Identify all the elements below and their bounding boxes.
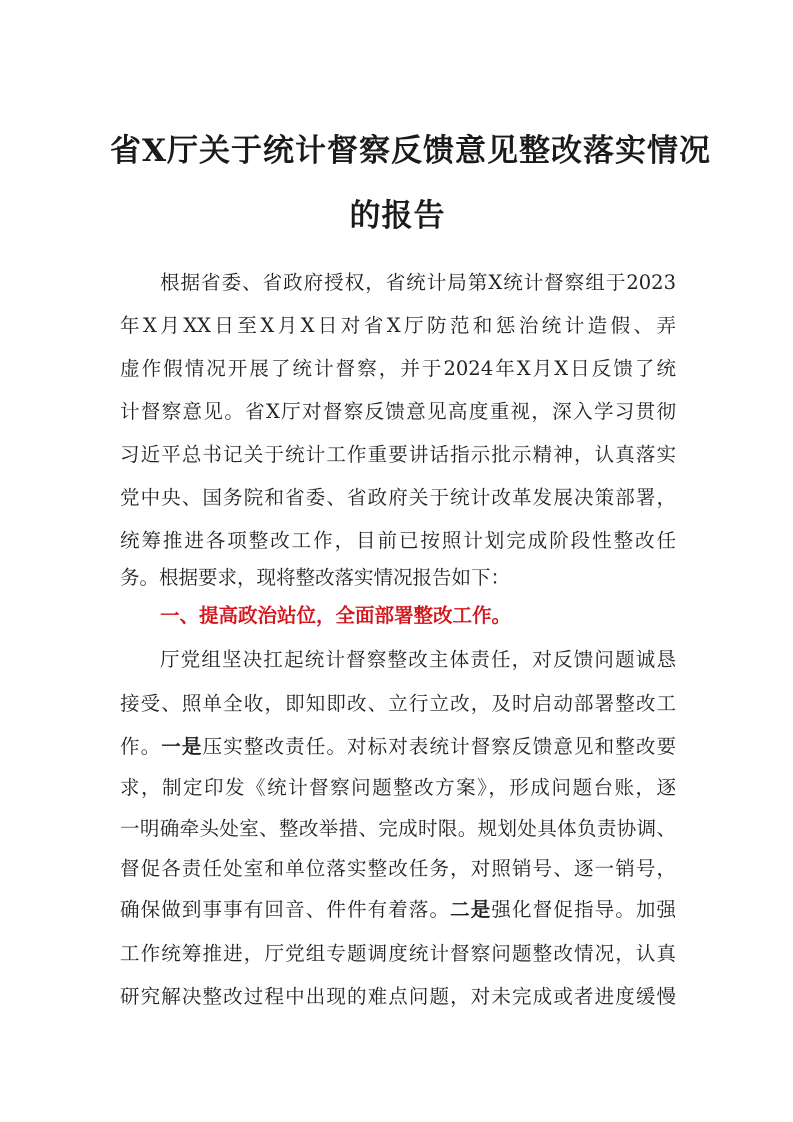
emphasis-second: 二是: [450, 898, 492, 921]
body-line-5: 一明确牵头处室、整改举措、完成时限。规划处具体负责协调、: [120, 817, 676, 840]
body-line-9: 研究解决整改过程中出现的难点问题，对未完成或者进度缓慢: [120, 985, 676, 1008]
section-1-heading: 一、提高政治站位，全面部署整改工作。: [160, 604, 512, 627]
body-line-2: 接受、照单全收，即知即改、立行立改，及时启动部署整改工: [120, 692, 676, 715]
body-line-3-pre: 作。: [120, 735, 162, 758]
body-line-8: 工作统筹推进，厅党组专题调度统计督察问题整改情况，认真: [120, 942, 676, 965]
body-line-3-post: 压实整改责任。对标对表统计督察反馈意见和整改要: [202, 735, 676, 758]
body-line-1: 厅党组坚决扛起统计督察整改主体责任，对反馈问题诚恳: [160, 648, 676, 671]
body-line-3: [120, 735, 676, 759]
intro-line-8: 务。根据要求，现将整改落实情况报告如下：: [120, 566, 511, 589]
intro-line-6: 党中央、国务院和省委、省政府关于统计改革发展决策部署，: [120, 486, 676, 509]
body-line-7-post: 强化督促指导。加强: [491, 898, 676, 921]
intro-line-3: 虚作假情况开展了统计督察，并于2024年X月X日反馈了统: [120, 357, 676, 380]
intro-line-1: 根据省委、省政府授权，省统计局第X统计督察组于2023: [160, 271, 676, 294]
intro-line-7: 统筹推进各项整改工作，目前已按照计划完成阶段性整改任: [120, 529, 676, 552]
body-line-7-pre: 确保做到事事有回音、件件有着落。: [120, 898, 451, 921]
body-line-6: 督促各责任处室和单位落实整改任务，对照销号、逐一销号，: [120, 857, 676, 880]
body-line-4: 求，制定印发《统计督察问题整改方案》，形成问题台账，逐: [120, 776, 676, 799]
emphasis-first: 一是: [161, 735, 203, 758]
body-line-7: [120, 898, 676, 922]
document-title-line-1: 省X厅关于统计督察反馈意见整改落实情况: [110, 133, 712, 169]
intro-line-2: 年X月XX日至X月X日对省X厅防范和惩治统计造假、弄: [120, 314, 676, 337]
intro-line-4: 计督察意见。省X厅对督察反馈意见高度重视，深入学习贯彻: [120, 400, 676, 423]
intro-line-5: 习近平总书记关于统计工作重要讲话指示批示精神，认真落实: [120, 443, 676, 466]
document-title-line-2: 的报告: [349, 198, 446, 234]
